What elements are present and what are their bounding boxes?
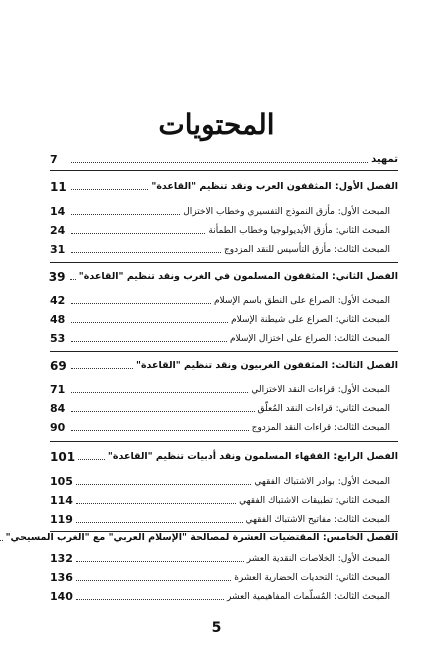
toc-section-label: المبحث الثالث: مفاتيح الاشتباك الفقهي	[245, 515, 390, 525]
toc-chapter-label: الفصل الثالث: المثقفون الغربيون ونقد تنظيم "القاعدة"	[136, 360, 398, 371]
toc-section[interactable]	[50, 329, 398, 345]
toc-section-label: المبحث الأول: بوادر الاشتباك الفقهي	[254, 477, 390, 487]
toc-chapter-label: الفصل الثاني: المثقفون المسلمون في الغرب ونقد تنظيم "القاعدة"	[78, 271, 398, 282]
toc-section-page: 24	[50, 224, 66, 237]
dot-leader	[71, 233, 205, 234]
toc-section-page: 132	[50, 552, 73, 565]
toc-section[interactable]	[50, 418, 398, 434]
toc-chapter-page: 69	[50, 359, 67, 373]
toc-entry-label: تمهيد	[371, 154, 398, 165]
toc-chapter-label: الفصل الرابع: الفقهاء المسلمون ونقد أدبيات تنظيم "القاعدة"	[107, 451, 398, 462]
toc-section-page: 136	[50, 571, 73, 584]
dot-leader	[71, 430, 249, 431]
toc-section-page: 14	[50, 205, 66, 218]
page-title: المحتويات	[158, 108, 275, 141]
toc-section-label: المبحث الأول: مأزق النموذج التفسيري وخطاب الاختزال	[183, 207, 390, 217]
dot-leader	[78, 459, 105, 460]
toc-section[interactable]	[50, 568, 398, 584]
toc-chapter-page: 11	[50, 180, 67, 194]
toc-section-label: المبحث الأول: قراءات النقد الاختزالي	[251, 385, 390, 395]
toc-chapter-label: الفصل الأول: المثقفون العرب ونقد تنظيم "القاعدة"	[151, 181, 398, 192]
dot-leader	[71, 322, 228, 323]
toc-section-page: 90	[50, 421, 66, 434]
page-number: 5	[211, 620, 222, 636]
toc-section-label: المبحث الأول: الخلاصات النقدية العشر	[246, 554, 390, 564]
toc-section-label: المبحث الثاني: مأزق الأيديولوجيا وخطاب الطمأنة	[208, 226, 390, 236]
toc-section-label: المبحث الأول: الصراع على النطق باسم الإسلام	[213, 296, 390, 306]
toc-chapter[interactable]	[50, 356, 398, 372]
divider	[50, 351, 398, 352]
divider	[50, 262, 398, 263]
toc-section-page: 105	[50, 475, 73, 488]
toc-section[interactable]	[50, 310, 398, 326]
toc-section-label: المبحث الثالث: مأزق التأسيس للنقد المزدوج	[223, 245, 390, 255]
toc-section-page: 140	[50, 590, 73, 603]
toc-section[interactable]	[50, 221, 398, 237]
toc-section-label: المبحث الثالث: قراءات النقد المزدوج	[251, 423, 390, 433]
dot-leader	[71, 411, 255, 412]
toc-section[interactable]	[50, 549, 398, 565]
toc-section-page: 71	[50, 383, 66, 396]
toc-section[interactable]	[50, 510, 398, 526]
toc-chapter-page: 101	[50, 450, 76, 464]
toc-chapter[interactable]	[50, 267, 398, 283]
toc-section[interactable]	[50, 240, 398, 256]
toc-chapter[interactable]	[5, 528, 398, 544]
dot-leader	[71, 252, 221, 253]
toc-section-page: 119	[50, 513, 73, 526]
toc-section[interactable]	[50, 380, 398, 396]
dot-leader	[71, 392, 248, 393]
toc-section[interactable]	[50, 472, 398, 488]
dot-leader	[71, 189, 148, 190]
divider	[50, 170, 398, 171]
toc-section-label: المبحث الثالث: المُسلّمات المفاهيمية العشر	[227, 592, 390, 602]
toc-chapter[interactable]	[50, 447, 398, 463]
dot-leader	[70, 279, 76, 280]
dot-leader	[71, 303, 211, 304]
toc-section-label: المبحث الثاني: تطبيقات الاشتباك الفقهي	[239, 496, 390, 506]
toc-chapter-label: الفصل الخامس: المقتضيات العشرة لمصالحة "الإسلام العربي" مع "الغرب المسيحي"	[5, 532, 398, 543]
toc-chapter-page: 39	[48, 270, 66, 284]
dot-leader	[76, 561, 244, 562]
toc-chapter[interactable]	[50, 177, 398, 193]
toc-section-page: 31	[50, 243, 66, 256]
dot-leader	[71, 368, 133, 369]
toc-entry-page: 7	[50, 153, 58, 166]
dot-leader	[76, 522, 243, 523]
dot-leader	[71, 162, 368, 163]
toc-section-label: المبحث الثاني: التحديات الحضارية العشرة	[234, 573, 390, 583]
divider	[50, 441, 398, 442]
toc-section-label: المبحث الثاني: قراءات النقد المُعلّق	[257, 404, 390, 414]
toc-section-page: 53	[50, 332, 66, 345]
toc-section-label: المبحث الثاني: الصراع على شيطنة الإسلام	[231, 315, 390, 325]
toc-section[interactable]	[50, 291, 398, 307]
toc-section-page: 48	[50, 313, 66, 326]
dot-leader	[0, 540, 3, 541]
toc-entry-intro[interactable]	[50, 150, 398, 166]
dot-leader	[76, 580, 231, 581]
dot-leader	[76, 503, 236, 504]
dot-leader	[76, 599, 224, 600]
dot-leader	[71, 214, 180, 215]
toc-section[interactable]	[50, 587, 398, 603]
dot-leader	[71, 341, 227, 342]
toc-section-page: 114	[50, 494, 73, 507]
toc-section-label: المبحث الثالث: الصراع على اختزال الإسلام	[229, 334, 390, 344]
dot-leader	[76, 484, 251, 485]
toc-section[interactable]	[50, 202, 398, 218]
toc-section[interactable]	[50, 491, 398, 507]
toc-section-page: 42	[50, 294, 66, 307]
toc-section-page: 84	[50, 402, 66, 415]
toc-section[interactable]	[50, 399, 398, 415]
